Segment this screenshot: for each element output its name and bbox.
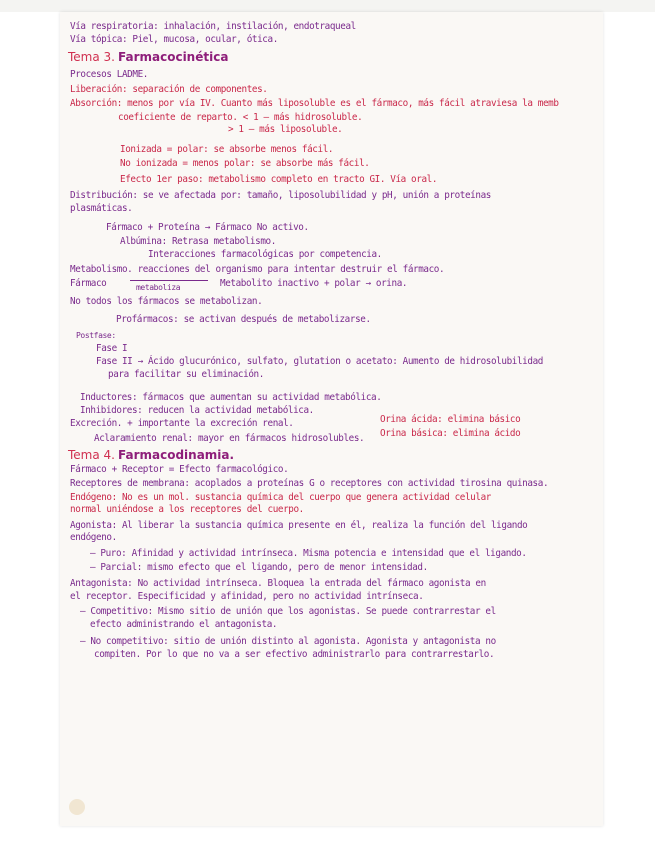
topic-title: Farmacocinética [117, 50, 229, 64]
note-line: – Parcial: mismo efecto que el ligando, pero de menor intensidad. [90, 562, 428, 573]
topic-heading [68, 50, 228, 64]
note-line: Fármaco + Receptor = Efecto farmacológico. [70, 464, 289, 475]
note-line: Fármaco + Proteína → Fármaco No activo. [106, 222, 309, 233]
note-line: > 1 – más liposoluble. [228, 124, 343, 135]
topic-title: Farmacodinamia. [117, 448, 235, 462]
note-line: coeficiente de reparto. < 1 – más hidrosoluble. [118, 112, 363, 123]
topic-label: Tema 3. [68, 50, 115, 64]
arrow-label: metaboliza [136, 283, 181, 292]
note-line: Vía respiratoria: inhalación, instilación, endotraqueal [70, 21, 356, 32]
page-corner-mark [69, 799, 85, 815]
note-line: Inhibidores: reducen la actividad metabólica. [80, 405, 314, 416]
note-line: Absorción: menos por vía IV. Cuanto más liposoluble es el fármaco, más fácil atraviesa la memb [70, 98, 559, 109]
note-line: Antagonista: No actividad intrínseca. Bloquea la entrada del fármaco agonista en [70, 578, 486, 589]
note-line: Vía tópica: Piel, mucosa, ocular, ótica. [70, 34, 278, 45]
note-line: Endógeno: No es un mol. sustancia química del cuerpo que genera actividad celular [70, 492, 491, 503]
note-line: Fase II → Ácido glucurónico, sulfato, glutation o acetato: Aumento de hidrosolubilidad [96, 356, 543, 367]
note-line: Aclaramiento renal: mayor en fármacos hidrosolubles. [94, 433, 365, 444]
note-line: Procesos LADME. [70, 69, 148, 80]
note-line: – Competitivo: Mismo sitio de unión que los agonistas. Se puede contrarrestar el [80, 606, 496, 617]
note-line: Profármacos: se activan después de metabolizarse. [116, 314, 371, 325]
note-line: efecto administrando el antagonista. [90, 619, 278, 630]
note-line: normal uniéndose a los receptores del cuerpo. [70, 504, 304, 515]
note-line: Albúmina: Retrasa metabolismo. [120, 236, 276, 247]
note-line: Fase I [96, 343, 128, 354]
note-line: Orina ácida: elimina básico [380, 414, 521, 425]
note-line: Distribución: se ve afectada por: tamaño, liposolubilidad y pH, unión a proteínas [70, 190, 491, 201]
note-line: para facilitar su eliminación. [108, 369, 264, 380]
note-line: Metabolismo. reacciones del organismo para intentar destruir el fármaco. [70, 264, 445, 275]
topic-label: Tema 4. [68, 448, 115, 462]
note-line: Agonista: Al liberar la sustancia química presente en él, realiza la función del ligando [70, 520, 528, 531]
note-line: plasmáticas. [70, 203, 133, 214]
note-line: Postfase: [76, 331, 116, 340]
note-line: Interacciones farmacológicas por competencia. [148, 249, 382, 260]
note-line: compiten. Por lo que no va a ser efectivo administrarlo para contrarrestarlo. [94, 649, 495, 660]
notebook-page [60, 12, 603, 826]
note-line: Efecto 1er paso: metabolismo completo en tracto GI. Vía oral. [120, 174, 438, 185]
note-line: Fármaco [70, 278, 107, 289]
note-line: Orina básica: elimina ácido [380, 428, 521, 439]
note-line: Receptores de membrana: acoplados a proteínas G o receptores con actividad tirosina quinasa. [70, 478, 549, 489]
note-line: Inductores: fármacos que aumentan su actividad metabólica. [80, 392, 382, 403]
note-line: Liberación: separación de componentes. [70, 84, 268, 95]
note-line: Ionizada = polar: se absorbe menos fácil. [120, 144, 334, 155]
note-line: endógeno. [70, 532, 117, 543]
note-line: – Puro: Afinidad y actividad intrínseca. Misma potencia e intensidad que el ligando. [90, 548, 527, 559]
note-line: el receptor. Especificidad y afinidad, pero no actividad intrínseca. [70, 591, 424, 602]
note-line: Excreción. + importante la excreción renal. [70, 418, 294, 429]
note-line: No ionizada = menos polar: se absorbe más fácil. [120, 158, 370, 169]
note-line: – No competitivo: sitio de unión distinto al agonista. Agonista y antagonista no [80, 636, 496, 647]
background [0, 0, 655, 12]
note-line: No todos los fármacos se metabolizan. [70, 296, 263, 307]
topic-heading [68, 448, 234, 462]
arrow-line [130, 280, 208, 281]
note-line: Metabolito inactivo + polar → orina. [220, 278, 408, 289]
